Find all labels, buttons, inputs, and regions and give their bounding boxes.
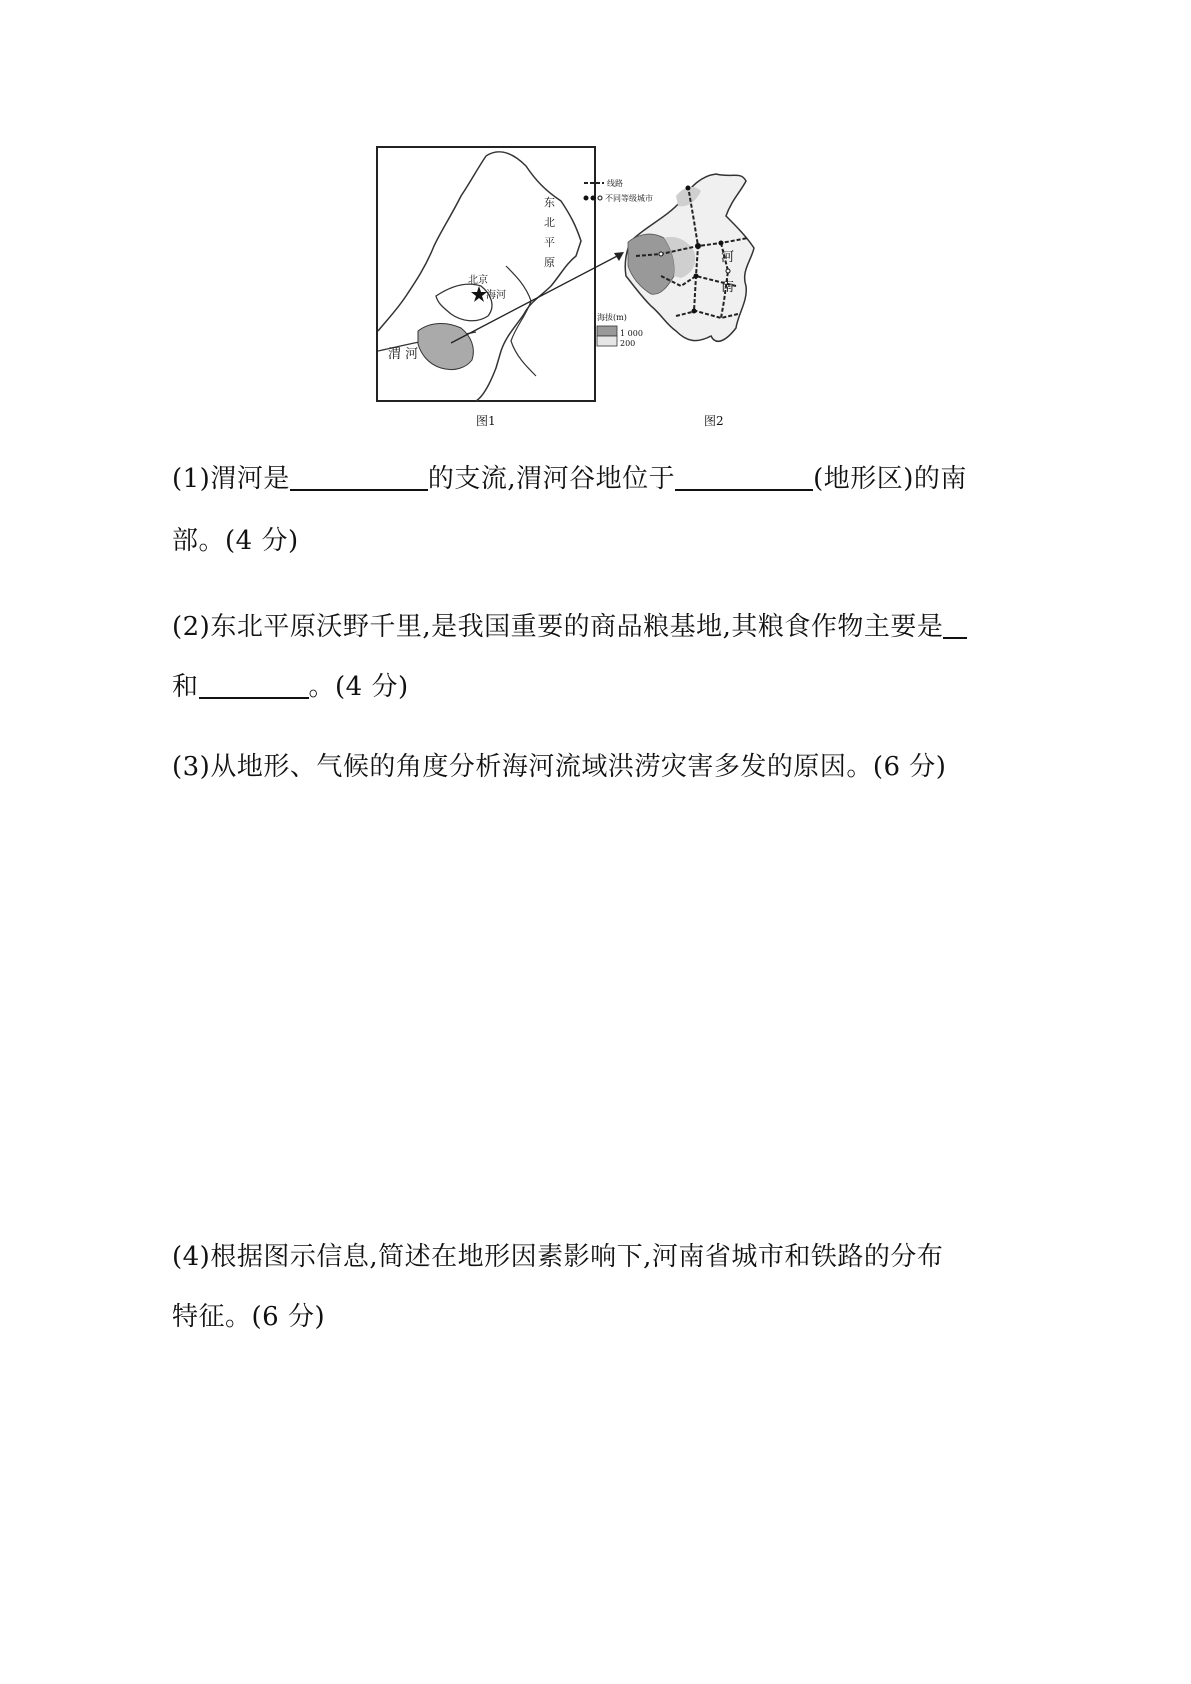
- legend-elev-low-swatch: [597, 336, 617, 346]
- fig1-frame: [377, 147, 595, 401]
- map-figure: [376, 146, 816, 431]
- label-henan-2: 南: [721, 280, 735, 295]
- legend-elev-high-label: 1 000: [620, 329, 643, 338]
- label-dongbei-1: 东: [544, 196, 555, 209]
- q1-suffix: (地形区)的南: [813, 464, 967, 494]
- fig1-bohai: [436, 284, 492, 321]
- label-dongbei-4: 原: [544, 256, 555, 269]
- q1-blank-2[interactable]: [675, 463, 813, 491]
- legend-city-dot-3: [598, 196, 602, 200]
- fig1-coast: [506, 266, 536, 376]
- question-2-line-1: [172, 606, 967, 643]
- city-dot-7: [726, 269, 730, 273]
- question-4-line-2: 特征。(6 分): [172, 1302, 326, 1332]
- q2-blank-1[interactable]: [943, 611, 967, 639]
- label-dongbei-2: 北: [544, 216, 555, 229]
- q2-blank-2[interactable]: [199, 671, 309, 699]
- q2-text: (2)东北平原沃野千里,是我国重要的商品粮基地,其粮食作物主要是: [172, 612, 944, 642]
- label-dongbei-3: 平: [544, 236, 555, 249]
- map-figure-svg: [376, 146, 816, 431]
- question-3: (3)从地形、气候的角度分析海河流域洪涝灾害多发的原因。(6 分): [172, 752, 947, 782]
- legend-railway-label: 线路: [607, 179, 623, 188]
- q1-mid: 的支流,渭河谷地位于: [427, 464, 676, 494]
- q2-line2-prefix: 和: [172, 672, 199, 702]
- question-1-line-2: 部。(4 分): [172, 526, 299, 556]
- label-henan-1: 河: [721, 250, 735, 265]
- legend-elevation-title: 海拔(m): [597, 313, 627, 322]
- label-haihe: 海河: [486, 290, 506, 301]
- legend-city-dot-2: [591, 196, 596, 201]
- legend-city-dot-1: [584, 196, 589, 201]
- city-dot-3: [719, 241, 724, 246]
- fig2-caption: 图2: [704, 414, 724, 428]
- legend-elev-high-swatch: [597, 326, 617, 336]
- q1-blank-1[interactable]: [290, 463, 428, 491]
- city-dot-1: [695, 243, 701, 249]
- label-weihe: 渭 河: [388, 347, 419, 362]
- label-beijing: 北京: [468, 275, 488, 286]
- fig1-caption: 图1: [476, 414, 496, 428]
- question-4-line-1: (4)根据图示信息,简述在地形因素影响下,河南省城市和铁路的分布: [172, 1242, 944, 1272]
- city-dot-4: [694, 274, 699, 279]
- city-dot-2: [686, 186, 691, 191]
- question-2-line-2: [172, 666, 409, 703]
- legend-cities-label: 不同等级城市: [605, 194, 653, 203]
- legend-elev-low-label: 200: [620, 339, 636, 348]
- city-dot-5: [692, 309, 697, 314]
- q1-prefix: (1)渭河是: [172, 464, 290, 494]
- fig1-henan-shape: [418, 323, 473, 369]
- city-dot-6: [659, 252, 663, 256]
- q2-line2-suffix: 。(4 分): [308, 672, 409, 702]
- question-1-line-1: [172, 458, 967, 495]
